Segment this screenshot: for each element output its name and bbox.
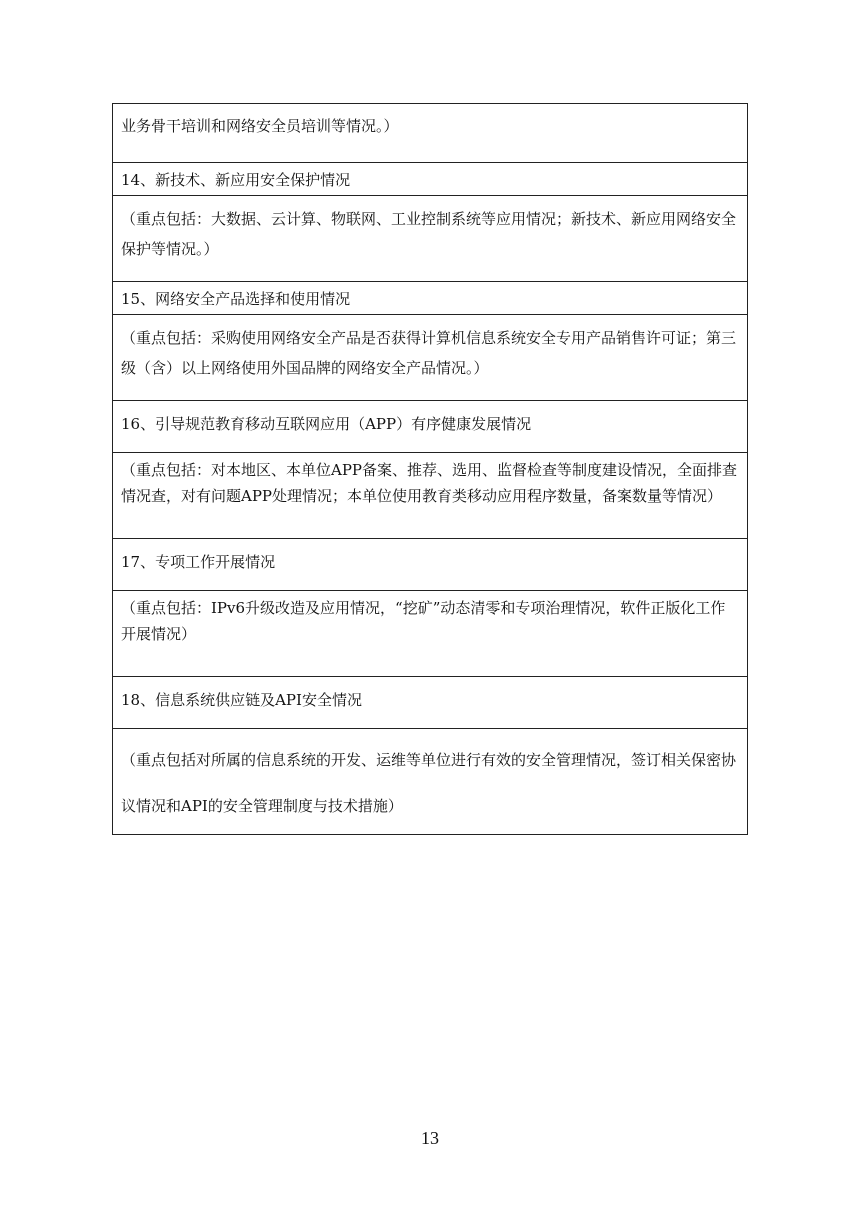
table-row: [113, 591, 748, 677]
table-row: [113, 315, 748, 401]
table-row: [113, 539, 748, 591]
table-row: [113, 677, 748, 729]
item-15-heading: 15、网络安全产品选择和使用情况: [113, 282, 748, 315]
table-row: [113, 163, 748, 196]
inspection-report-table: [112, 103, 748, 835]
item-16-heading: 16、引导规范教育移动互联网应用（APP）有序健康发展情况: [113, 401, 748, 453]
item-18-description: （重点包括对所属的信息系统的开发、运维等单位进行有效的安全管理情况，签订相关保密协议情况和API的安全管理制度与技术措施）: [113, 729, 748, 835]
item-17-description: （重点包括：IPv6升级改造及应用情况，“挖矿”动态清零和专项治理情况，软件正版化工作开展情况）: [113, 591, 748, 677]
page-number: 13: [421, 1128, 439, 1148]
table-row: [113, 729, 748, 835]
item-17-heading: 17、专项工作开展情况: [113, 539, 748, 591]
item-14-description: （重点包括：大数据、云计算、物联网、工业控制系统等应用情况；新技术、新应用网络安全保护等情况。）: [113, 196, 748, 282]
item-16-description: （重点包括：对本地区、本单位APP备案、推荐、选用、监督检查等制度建设情况，全面排查情况查，对有问题APP处理情况；本单位使用教育类移动应用程序数量，备案数量等情况）: [113, 453, 748, 539]
table-row: [113, 453, 748, 539]
table-row: [113, 282, 748, 315]
item-14-heading: 14、新技术、新应用安全保护情况: [113, 163, 748, 196]
table-row: [113, 196, 748, 282]
item-18-heading: 18、信息系统供应链及API安全情况: [113, 677, 748, 729]
table-row: [113, 401, 748, 453]
table-row: [113, 104, 748, 163]
item-13-description-continued: 业务骨干培训和网络安全员培训等情况。）: [113, 104, 748, 163]
item-15-description: （重点包括：采购使用网络安全产品是否获得计算机信息系统安全专用产品销售许可证；第三级（含）以上网络使用外国品牌的网络安全产品情况。）: [113, 315, 748, 401]
